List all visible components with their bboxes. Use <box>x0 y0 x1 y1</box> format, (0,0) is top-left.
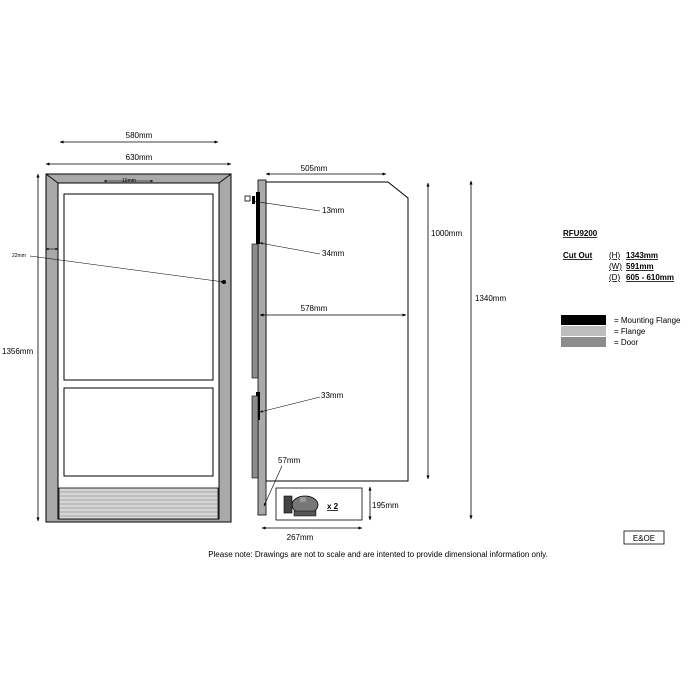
cutout-h-value: 1343mm <box>626 251 659 260</box>
dim-57: 57mm <box>278 456 301 465</box>
dim-267: 267mm <box>286 533 314 542</box>
dim-13: 13mm <box>322 206 345 215</box>
legend-swatch-mounting-flange <box>561 315 606 325</box>
legend <box>561 315 681 347</box>
dim-1000: 1000mm <box>431 229 463 238</box>
dim-1340: 1340mm <box>475 294 507 303</box>
side-door-upper <box>252 244 258 378</box>
cutout-d-key: (D) <box>609 273 621 282</box>
model-number: RFU9200 <box>563 229 598 238</box>
dim-505: 505mm <box>300 164 328 173</box>
legend-swatch-flange <box>561 326 606 336</box>
legend-flange: = Flange <box>614 327 646 336</box>
side-cabinet <box>266 182 408 481</box>
lower-door-panel <box>64 388 213 476</box>
dim-578: 578mm <box>300 304 328 313</box>
cutout-h-key: (H) <box>609 251 621 260</box>
cutout-w-key: (W) <box>609 262 622 271</box>
cutout-d-value: 605 - 610mm <box>626 273 675 282</box>
upper-door-panel <box>64 194 213 380</box>
front-view <box>2 131 231 522</box>
dim-33: 33mm <box>321 391 344 400</box>
compressor-icon <box>284 496 318 516</box>
dim-34: 34mm <box>322 249 345 258</box>
legend-swatch-door <box>561 337 606 347</box>
disclaimer-note: Please note: Drawings are not to scale and are intented to provide dimensional information only. <box>208 550 548 559</box>
dim-1356: 1356mm <box>2 347 34 356</box>
cutout-w-value: 591mm <box>626 262 654 271</box>
legend-mounting-flange: = Mounting Flange <box>614 316 681 325</box>
spec-block <box>563 229 674 282</box>
dim-195: 195mm <box>372 501 399 510</box>
kickplate-vent <box>59 488 218 519</box>
dim-16: 16mm <box>122 178 136 184</box>
eoe-label: E&OE <box>632 534 656 543</box>
legend-door: = Door <box>614 338 639 347</box>
cutout-label: Cut Out <box>563 251 593 260</box>
dim-22: 22mm <box>12 253 26 259</box>
mounting-flange-upper <box>256 192 260 244</box>
side-view <box>245 164 506 542</box>
dim-580: 580mm <box>125 131 153 140</box>
compressor-count: x 2 <box>327 502 339 511</box>
side-door-lower <box>252 396 258 478</box>
dim-630: 630mm <box>125 153 153 162</box>
